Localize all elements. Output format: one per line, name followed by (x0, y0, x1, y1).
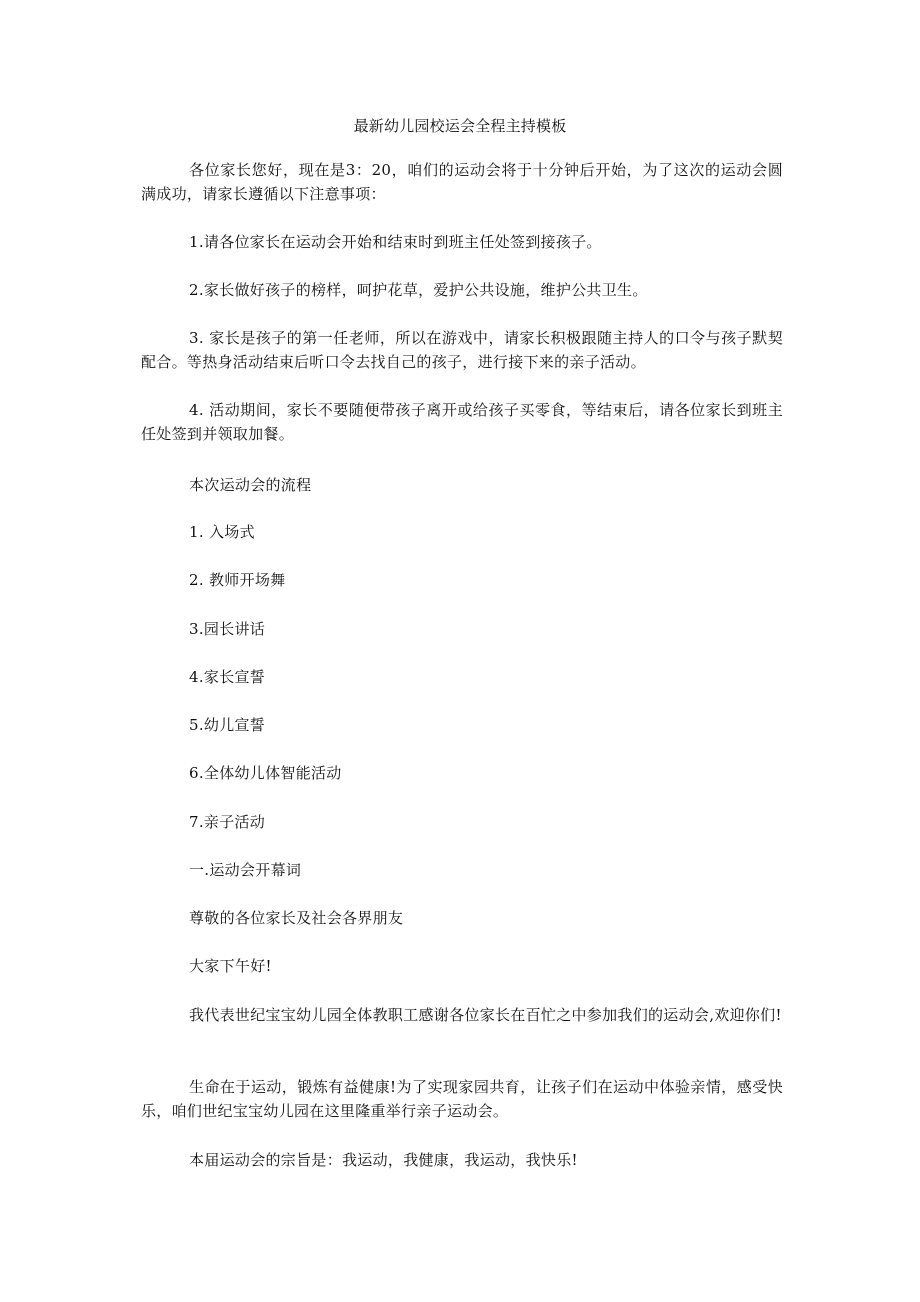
paragraph-rule-4: 4. 活动期间，家长不要随便带孩子离开或给孩子买零食，等结束后，请各位家长到班主任处签到并领取加餐。 (141, 401, 783, 443)
schedule-item-5: 5.幼儿宣誓 (189, 716, 266, 734)
schedule-item-6: 6.全体幼儿体智能活动 (189, 764, 342, 782)
schedule-item-4: 4.家长宣誓 (189, 668, 266, 686)
paragraph-salutation: 尊敬的各位家长及社会各界朋友 (189, 909, 404, 927)
document-title: 最新幼儿园校运会全程主持模板 (353, 117, 567, 135)
paragraph-rule-2: 2.家长做好孩子的榜样，呵护花草，爱护公共设施，维护公共卫生。 (189, 281, 648, 299)
paragraph-intro: 各位家长您好，现在是3：20，咱们的运动会将于十分钟后开始，为了这次的运动会圆满成功，请家长遵循以下注意事项： (141, 161, 783, 203)
section-heading-opening: 一.运动会开幕词 (189, 861, 302, 879)
schedule-item-7: 7.亲子活动 (189, 813, 266, 831)
paragraph-motto: 本届运动会的宗旨是：我运动，我健康，我运动，我快乐! (189, 1151, 578, 1169)
schedule-item-3: 3.园长讲话 (189, 620, 266, 638)
schedule-item-1: 1. 入场式 (189, 523, 255, 541)
schedule-item-2: 2. 教师开场舞 (189, 571, 286, 589)
paragraph-purpose: 生命在于运动，锻炼有益健康!为了实现家园共育，让孩子们在运动中体验亲情，感受快乐，咱们世纪宝宝幼儿园在这里隆重举行亲子运动会。 (141, 1078, 783, 1120)
paragraph-greeting: 大家下午好! (189, 957, 272, 975)
paragraph-rule-3: 3. 家长是孩子的第一任老师，所以在游戏中，请家长积极跟随主持人的口令与孩子默契配合。等热身活动结束后听口令去找自己的孩子，进行接下来的亲子活动。 (141, 329, 783, 371)
paragraph-rule-1: 1.请各位家长在运动会开始和结束时到班主任处签到接孩子。 (189, 233, 602, 251)
paragraph-thanks: 我代表世纪宝宝幼儿园全体教职工感谢各位家长在百忙之中参加我们的运动会,欢迎你们! (189, 1006, 782, 1024)
paragraph-schedule-heading: 本次运动会的流程 (189, 476, 312, 494)
